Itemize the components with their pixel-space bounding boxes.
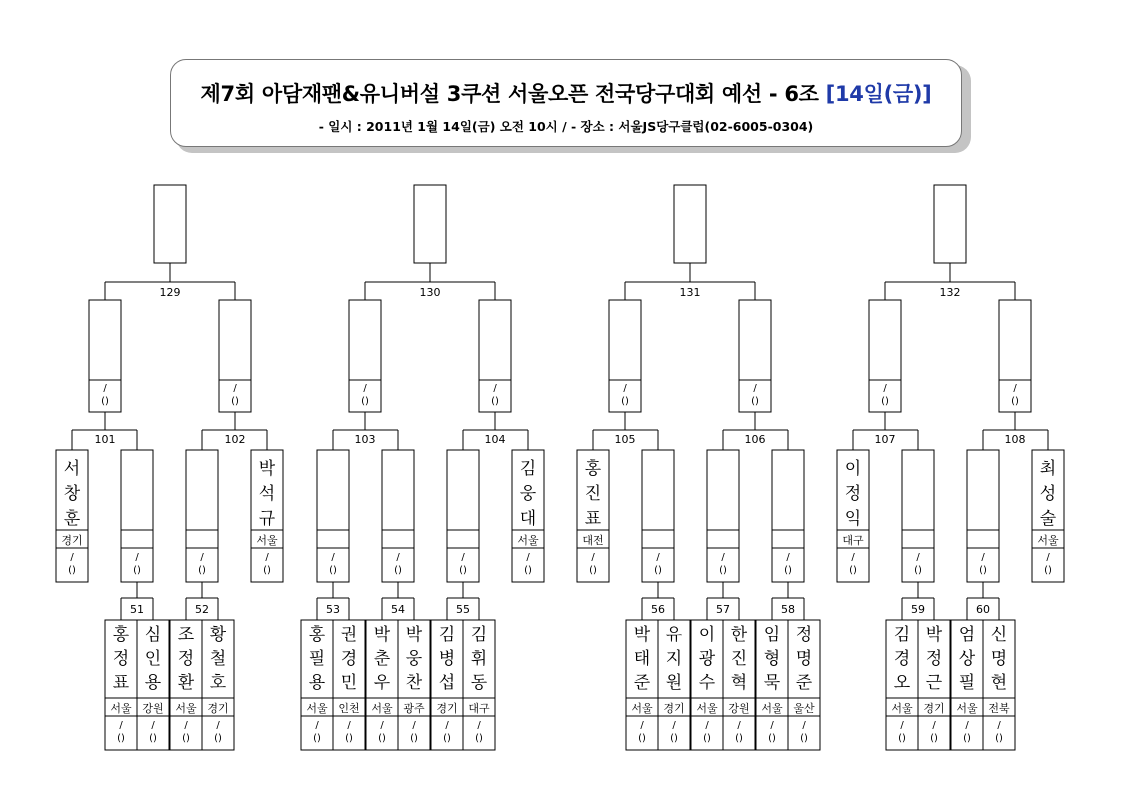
semi-winner-box bbox=[609, 300, 641, 380]
score-slash: / bbox=[721, 552, 725, 563]
player-name-char: 창 bbox=[63, 484, 81, 504]
player-name-char: 웅 bbox=[519, 484, 537, 504]
score-parens: () bbox=[313, 733, 321, 744]
player-region: 경기 bbox=[207, 702, 229, 715]
player-name-char: 익 bbox=[844, 509, 862, 529]
score-slash: / bbox=[412, 720, 416, 731]
score-parens: () bbox=[638, 733, 646, 744]
player-region: 서울 bbox=[306, 702, 328, 715]
player-name-char: 김 bbox=[470, 625, 488, 645]
match-number: 104 bbox=[484, 433, 506, 446]
player-name-char: 명 bbox=[990, 649, 1008, 669]
score-parens: () bbox=[475, 733, 483, 744]
score-parens: () bbox=[930, 733, 938, 744]
player-name-char: 휘 bbox=[470, 649, 488, 669]
score-parens: () bbox=[214, 733, 222, 744]
player-name-char: 명 bbox=[795, 649, 813, 669]
score-parens: () bbox=[133, 565, 141, 576]
match-number: 51 bbox=[130, 603, 144, 616]
semi-winner-box bbox=[89, 300, 121, 380]
player-name-char: 현 bbox=[990, 673, 1008, 693]
score-parens: () bbox=[979, 565, 987, 576]
player-name-char: 정 bbox=[795, 625, 813, 645]
group-winner-box bbox=[154, 185, 186, 263]
player-region: 광주 bbox=[403, 702, 425, 715]
score-parens: () bbox=[654, 565, 662, 576]
score-slash: / bbox=[656, 552, 660, 563]
winner-slot-box bbox=[121, 450, 153, 530]
score-slash: / bbox=[315, 720, 319, 731]
player-name-char: 동 bbox=[470, 673, 488, 693]
score-slash: / bbox=[493, 383, 497, 394]
player-name-char: 정 bbox=[112, 649, 130, 669]
score-parens: () bbox=[621, 396, 629, 407]
winner-slot-sub-box bbox=[186, 530, 218, 548]
winner-slot-box bbox=[447, 450, 479, 530]
score-slash: / bbox=[103, 383, 107, 394]
player-name-char: 지 bbox=[665, 649, 683, 669]
score-parens: () bbox=[881, 396, 889, 407]
player-name-char: 김 bbox=[438, 625, 456, 645]
score-parens: () bbox=[703, 733, 711, 744]
player-name-char: 홍 bbox=[584, 459, 602, 479]
match-number: 52 bbox=[195, 603, 209, 616]
player-region: 서울 bbox=[761, 702, 783, 715]
score-parens: () bbox=[898, 733, 906, 744]
player-name-char: 형 bbox=[763, 649, 781, 669]
player-name-char: 박 bbox=[925, 625, 943, 645]
player-name-char: 인 bbox=[144, 649, 162, 669]
score-slash: / bbox=[640, 720, 644, 731]
player-region: 서울 bbox=[631, 702, 653, 715]
player-name-char: 경 bbox=[893, 649, 911, 669]
winner-slot-box bbox=[382, 450, 414, 530]
winner-slot-box bbox=[186, 450, 218, 530]
score-parens: () bbox=[345, 733, 353, 744]
player-region: 서울 bbox=[1037, 534, 1059, 547]
player-name-char: 상 bbox=[958, 649, 976, 669]
player-region: 대구 bbox=[842, 534, 864, 547]
player-region: 서울 bbox=[371, 702, 393, 715]
player-name-char: 필 bbox=[308, 649, 326, 669]
score-parens: () bbox=[378, 733, 386, 744]
score-parens: () bbox=[68, 565, 76, 576]
event-info: - 일시 : 2011년 1월 14일(금) 오전 10시 / - 장소 : 서울JS당구클럽(02-6005-0304) bbox=[318, 119, 814, 134]
score-parens: () bbox=[231, 396, 239, 407]
score-slash: / bbox=[526, 552, 530, 563]
winner-slot-box bbox=[902, 450, 934, 530]
score-slash: / bbox=[705, 720, 709, 731]
score-slash: / bbox=[900, 720, 904, 731]
score-parens: () bbox=[491, 396, 499, 407]
match-number: 56 bbox=[651, 603, 665, 616]
winner-slot-sub-box bbox=[772, 530, 804, 548]
score-slash: / bbox=[396, 552, 400, 563]
player-name-char: 혁 bbox=[730, 673, 748, 693]
player-name-char: 정 bbox=[177, 649, 195, 669]
player-name-char: 훈 bbox=[63, 509, 81, 529]
score-parens: () bbox=[198, 565, 206, 576]
player-name-char: 황 bbox=[209, 625, 227, 645]
winner-slot-sub-box bbox=[382, 530, 414, 548]
score-slash: / bbox=[135, 552, 139, 563]
score-parens: () bbox=[589, 565, 597, 576]
player-name-char: 한 bbox=[730, 625, 748, 645]
player-name-char: 최 bbox=[1039, 459, 1057, 479]
player-name-char: 박 bbox=[633, 625, 651, 645]
match-number: 107 bbox=[874, 433, 896, 446]
date-badge: [14일(금)] bbox=[825, 82, 932, 106]
player-name-char: 원 bbox=[665, 673, 683, 693]
player-name-char: 정 bbox=[844, 484, 862, 504]
score-parens: () bbox=[1044, 565, 1052, 576]
score-slash: / bbox=[380, 720, 384, 731]
player-region: 경기 bbox=[61, 534, 83, 547]
score-slash: / bbox=[770, 720, 774, 731]
score-parens: () bbox=[1011, 396, 1019, 407]
match-number: 130 bbox=[419, 286, 441, 299]
match-number: 131 bbox=[679, 286, 701, 299]
player-name-char: 박 bbox=[373, 625, 391, 645]
player-name-char: 진 bbox=[584, 484, 602, 504]
score-slash: / bbox=[363, 383, 367, 394]
player-region: 서울 bbox=[956, 702, 978, 715]
player-name-char: 정 bbox=[925, 649, 943, 669]
player-region: 대전 bbox=[582, 534, 604, 547]
player-name-char: 홍 bbox=[112, 625, 130, 645]
player-name-char: 박 bbox=[258, 459, 276, 479]
score-slash: / bbox=[233, 383, 237, 394]
player-name-char: 이 bbox=[698, 625, 716, 645]
score-slash: / bbox=[200, 552, 204, 563]
score-slash: / bbox=[932, 720, 936, 731]
player-region: 강원 bbox=[142, 702, 164, 715]
player-region: 경기 bbox=[923, 702, 945, 715]
score-slash: / bbox=[997, 720, 1001, 731]
score-parens: () bbox=[751, 396, 759, 407]
score-slash: / bbox=[119, 720, 123, 731]
score-slash: / bbox=[753, 383, 757, 394]
score-slash: / bbox=[184, 720, 188, 731]
score-parens: () bbox=[443, 733, 451, 744]
score-slash: / bbox=[672, 720, 676, 731]
winner-slot-sub-box bbox=[707, 530, 739, 548]
player-name-char: 수 bbox=[698, 673, 716, 693]
player-region: 전북 bbox=[988, 702, 1010, 715]
semi-winner-box bbox=[999, 300, 1031, 380]
match-number: 57 bbox=[716, 603, 730, 616]
score-parens: () bbox=[963, 733, 971, 744]
player-region: 서울 bbox=[696, 702, 718, 715]
group-winner-box bbox=[674, 185, 706, 263]
score-parens: () bbox=[361, 396, 369, 407]
winner-slot-box bbox=[772, 450, 804, 530]
player-name-char: 용 bbox=[308, 673, 326, 693]
player-name-char: 대 bbox=[519, 509, 537, 529]
match-number: 55 bbox=[456, 603, 470, 616]
score-parens: () bbox=[670, 733, 678, 744]
score-parens: () bbox=[394, 565, 402, 576]
winner-slot-box bbox=[967, 450, 999, 530]
player-name-char: 석 bbox=[258, 484, 276, 504]
score-slash: / bbox=[802, 720, 806, 731]
winner-slot-sub-box bbox=[642, 530, 674, 548]
score-parens: () bbox=[182, 733, 190, 744]
player-name-char: 조 bbox=[177, 625, 195, 645]
player-name-char: 임 bbox=[763, 625, 781, 645]
player-name-char: 병 bbox=[438, 649, 456, 669]
player-name-char: 규 bbox=[258, 509, 276, 529]
winner-slot-sub-box bbox=[447, 530, 479, 548]
score-slash: / bbox=[70, 552, 74, 563]
score-slash: / bbox=[965, 720, 969, 731]
score-slash: / bbox=[883, 383, 887, 394]
score-parens: () bbox=[524, 565, 532, 576]
score-slash: / bbox=[851, 552, 855, 563]
match-number: 129 bbox=[159, 286, 181, 299]
winner-slot-sub-box bbox=[967, 530, 999, 548]
score-slash: / bbox=[151, 720, 155, 731]
semi-winner-box bbox=[219, 300, 251, 380]
title-text: 제7회 아담재팬&유니버설 3쿠션 서울오픈 전국당구대회 예선 - 6조 bbox=[200, 82, 819, 106]
score-slash: / bbox=[623, 383, 627, 394]
match-number: 105 bbox=[614, 433, 636, 446]
winner-slot-sub-box bbox=[317, 530, 349, 548]
player-name-char: 김 bbox=[519, 459, 537, 479]
player-name-char: 진 bbox=[730, 649, 748, 669]
player-name-char: 심 bbox=[144, 625, 162, 645]
match-number: 54 bbox=[391, 603, 405, 616]
score-parens: () bbox=[459, 565, 467, 576]
score-slash: / bbox=[981, 552, 985, 563]
winner-slot-sub-box bbox=[121, 530, 153, 548]
score-slash: / bbox=[461, 552, 465, 563]
match-number: 58 bbox=[781, 603, 795, 616]
player-name-char: 필 bbox=[958, 673, 976, 693]
semi-winner-box bbox=[349, 300, 381, 380]
winner-slot-box bbox=[707, 450, 739, 530]
match-number: 60 bbox=[976, 603, 990, 616]
player-name-char: 근 bbox=[925, 673, 943, 693]
score-slash: / bbox=[786, 552, 790, 563]
player-name-char: 표 bbox=[584, 509, 602, 529]
winner-slot-box bbox=[317, 450, 349, 530]
player-name-char: 성 bbox=[1039, 484, 1057, 504]
score-slash: / bbox=[477, 720, 481, 731]
score-slash: / bbox=[331, 552, 335, 563]
player-name-char: 박 bbox=[405, 625, 423, 645]
player-name-char: 철 bbox=[209, 649, 227, 669]
match-number: 53 bbox=[326, 603, 340, 616]
player-name-char: 이 bbox=[844, 459, 862, 479]
player-name-char: 엄 bbox=[958, 625, 976, 645]
score-parens: () bbox=[329, 565, 337, 576]
player-region: 강원 bbox=[728, 702, 750, 715]
score-parens: () bbox=[735, 733, 743, 744]
player-name-char: 우 bbox=[373, 673, 391, 693]
player-name-char: 섭 bbox=[438, 673, 456, 693]
player-name-char: 준 bbox=[795, 673, 813, 693]
player-name-char: 민 bbox=[340, 673, 358, 693]
player-name-char: 찬 bbox=[405, 673, 423, 693]
match-number: 103 bbox=[354, 433, 376, 446]
score-parens: () bbox=[263, 565, 271, 576]
player-region: 서울 bbox=[256, 534, 278, 547]
score-parens: () bbox=[995, 733, 1003, 744]
score-parens: () bbox=[719, 565, 727, 576]
player-region: 서울 bbox=[175, 702, 197, 715]
score-parens: () bbox=[849, 565, 857, 576]
winner-slot-box bbox=[642, 450, 674, 530]
player-name-char: 경 bbox=[340, 649, 358, 669]
player-name-char: 오 bbox=[893, 673, 911, 693]
score-parens: () bbox=[117, 733, 125, 744]
match-number: 102 bbox=[224, 433, 246, 446]
score-parens: () bbox=[784, 565, 792, 576]
player-name-char: 술 bbox=[1039, 509, 1057, 529]
score-slash: / bbox=[445, 720, 449, 731]
player-region: 경기 bbox=[663, 702, 685, 715]
player-name-char: 권 bbox=[340, 625, 358, 645]
player-name-char: 묵 bbox=[763, 673, 781, 693]
score-parens: () bbox=[410, 733, 418, 744]
player-name-char: 김 bbox=[893, 625, 911, 645]
player-region: 경기 bbox=[436, 702, 458, 715]
player-name-char: 유 bbox=[665, 625, 683, 645]
score-slash: / bbox=[916, 552, 920, 563]
player-name-char: 웅 bbox=[405, 649, 423, 669]
player-name-char: 용 bbox=[144, 673, 162, 693]
player-region: 서울 bbox=[110, 702, 132, 715]
score-slash: / bbox=[216, 720, 220, 731]
group-winner-box bbox=[934, 185, 966, 263]
score-parens: () bbox=[149, 733, 157, 744]
player-name-char: 신 bbox=[990, 625, 1008, 645]
player-name-char: 표 bbox=[112, 673, 130, 693]
winner-slot-sub-box bbox=[902, 530, 934, 548]
player-region: 울산 bbox=[793, 702, 815, 715]
score-slash: / bbox=[737, 720, 741, 731]
match-number: 132 bbox=[939, 286, 961, 299]
score-slash: / bbox=[347, 720, 351, 731]
player-name-char: 춘 bbox=[373, 649, 391, 669]
player-name-char: 호 bbox=[209, 673, 227, 693]
player-name-char: 준 bbox=[633, 673, 651, 693]
score-parens: () bbox=[800, 733, 808, 744]
match-number: 101 bbox=[94, 433, 116, 446]
player-region: 인천 bbox=[338, 702, 360, 715]
player-region: 대구 bbox=[468, 702, 490, 715]
score-parens: () bbox=[101, 396, 109, 407]
player-name-char: 서 bbox=[63, 459, 81, 479]
score-slash: / bbox=[265, 552, 269, 563]
player-name-char: 태 bbox=[633, 649, 651, 669]
score-parens: () bbox=[914, 565, 922, 576]
score-slash: / bbox=[1046, 552, 1050, 563]
match-number: 59 bbox=[911, 603, 925, 616]
match-number: 106 bbox=[744, 433, 766, 446]
player-name-char: 광 bbox=[698, 649, 716, 669]
match-number: 108 bbox=[1004, 433, 1026, 446]
semi-winner-box bbox=[479, 300, 511, 380]
semi-winner-box bbox=[869, 300, 901, 380]
score-slash: / bbox=[1013, 383, 1017, 394]
group-winner-box bbox=[414, 185, 446, 263]
score-slash: / bbox=[591, 552, 595, 563]
player-region: 서울 bbox=[517, 534, 539, 547]
player-name-char: 홍 bbox=[308, 625, 326, 645]
score-parens: () bbox=[768, 733, 776, 744]
player-region: 서울 bbox=[891, 702, 913, 715]
semi-winner-box bbox=[739, 300, 771, 380]
player-name-char: 환 bbox=[177, 673, 195, 693]
